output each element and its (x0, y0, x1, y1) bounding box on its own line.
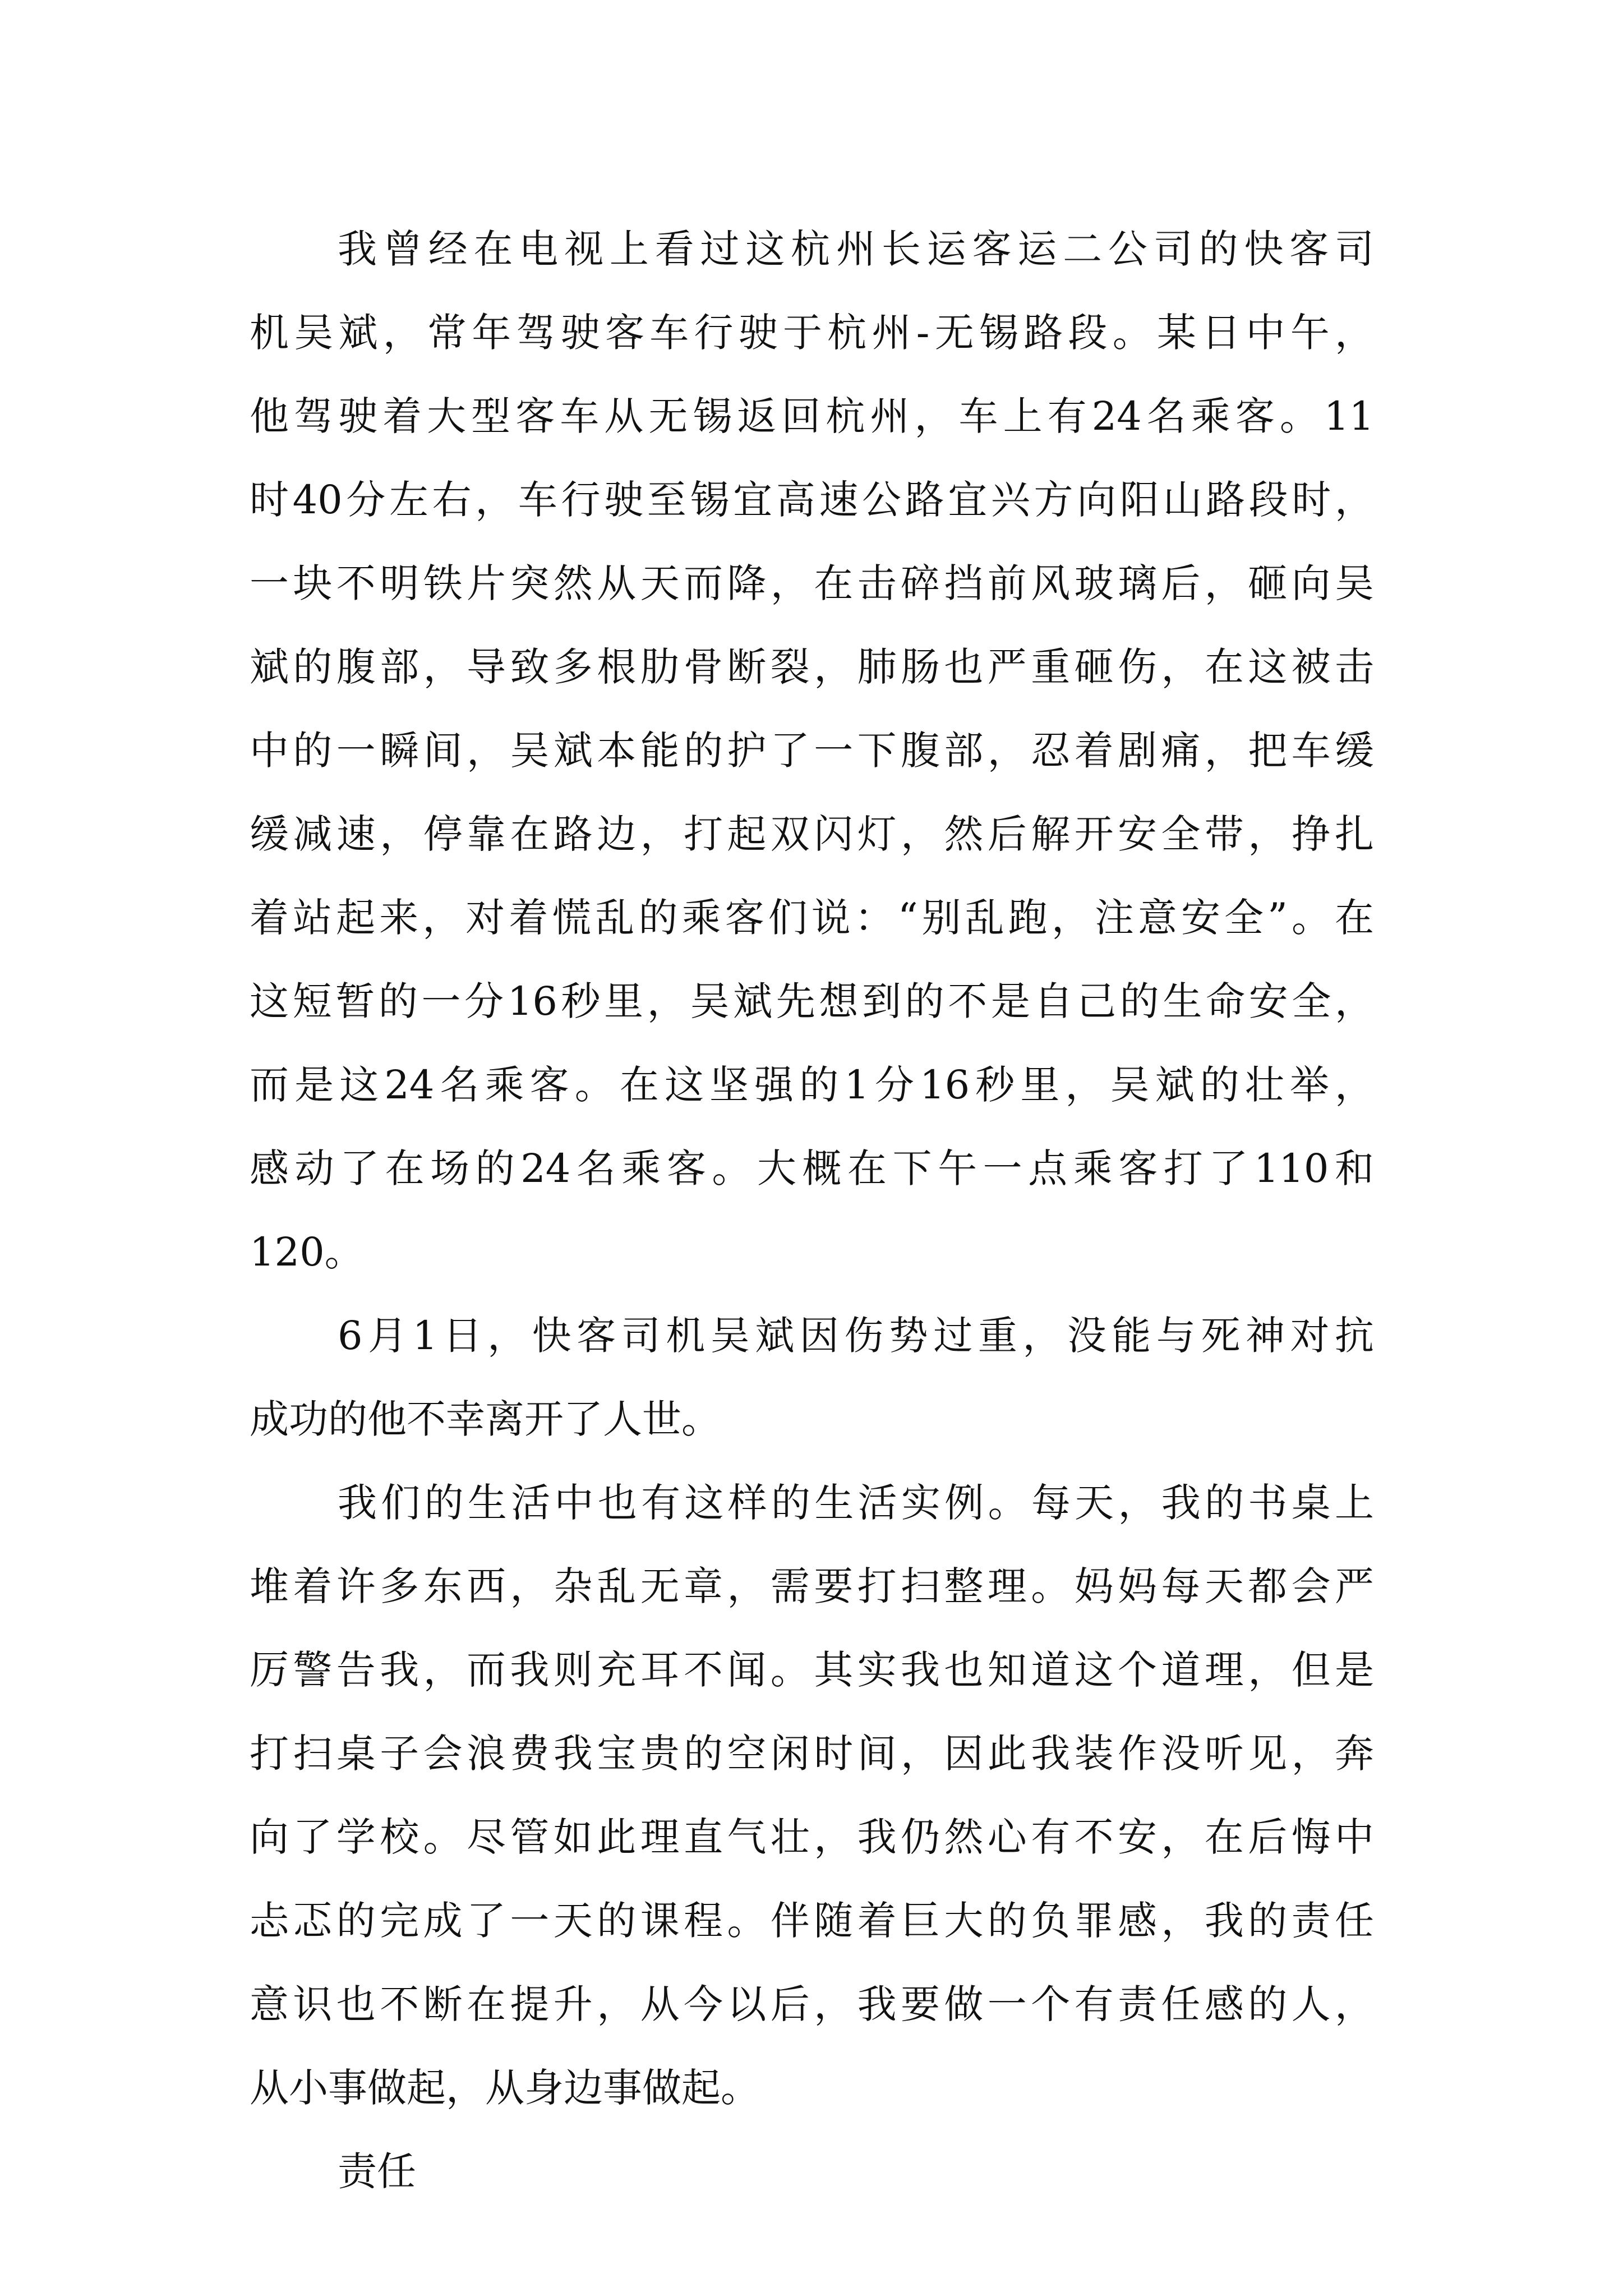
paragraph-line: 一块不明铁片突然从天而降，在击碎挡前风玻璃后，砸向吴 (250, 560, 1374, 606)
paragraph-line: 成功的他不幸离开了人世。 (250, 1396, 721, 1442)
paragraph-line: 时40分左右，车行驶至锡宜高速公路宜兴方向阳山路段时， (250, 477, 1374, 523)
paragraph-line: 着站起来，对着慌乱的乘客们说：“别乱跑，注意安全”。在 (250, 895, 1374, 941)
paragraph-4 (250, 2130, 1374, 2214)
paragraph-3 (250, 1461, 1374, 2130)
paragraph-line: 忐忑的完成了一天的课程。伴随着巨大的负罪感，我的责任 (250, 1898, 1374, 1944)
paragraph-line: 这短暂的一分16秒里，吴斌先想到的不是自己的生命安全， (250, 978, 1374, 1024)
paragraph-line: 我们的生活中也有这样的生活实例。每天，我的书桌上 (338, 1480, 1374, 1526)
paragraph-line: 堆着许多东西，杂乱无章，需要打扫整理。妈妈每天都会严 (250, 1563, 1374, 1609)
document-body (250, 208, 1374, 2214)
paragraph-line: 斌的腹部，导致多根肋骨断裂，肺肠也严重砸伤，在这被击 (250, 644, 1374, 690)
paragraph-1 (250, 208, 1374, 1294)
paragraph-line: 从小事做起，从身边事做起。 (250, 2065, 760, 2111)
paragraph-line: 向了学校。尽管如此理直气壮，我仍然心有不安，在后悔中 (250, 1814, 1374, 1860)
paragraph-line: 120。 (250, 1229, 364, 1275)
paragraph-line: 中的一瞬间，吴斌本能的护了一下腹部，忍着剧痛，把车缓 (250, 728, 1374, 774)
paragraph-line: 缓减速，停靠在路边，打起双闪灯，然后解开安全带，挣扎 (250, 811, 1374, 857)
paragraph-line: 打扫桌子会浪费我宝贵的空闲时间，因此我装作没听见，奔 (250, 1731, 1374, 1777)
paragraph-line: 6月1日，快客司机吴斌因伤势过重，没能与死神对抗 (338, 1313, 1374, 1359)
paragraph-line: 而是这24名乘客。在这坚强的1分16秒里，吴斌的壮举， (250, 1062, 1374, 1108)
paragraph-line: 机吴斌，常年驾驶客车行驶于杭州-无锡路段。某日中午， (250, 310, 1374, 356)
paragraph-2 (250, 1294, 1374, 1461)
paragraph-line: 我曾经在电视上看过这杭州长运客运二公司的快客司 (338, 226, 1374, 272)
paragraph-line: 他驾驶着大型客车从无锡返回杭州，车上有24名乘客。11 (250, 393, 1374, 439)
paragraph-line: 责任 (338, 2148, 416, 2194)
paragraph-line: 感动了在场的24名乘客。大概在下午一点乘客打了110和 (250, 1145, 1374, 1191)
paragraph-line: 厉警告我，而我则充耳不闻。其实我也知道这个道理，但是 (250, 1647, 1374, 1693)
paragraph-line: 意识也不断在提升，从今以后，我要做一个有责任感的人， (250, 1981, 1374, 2027)
